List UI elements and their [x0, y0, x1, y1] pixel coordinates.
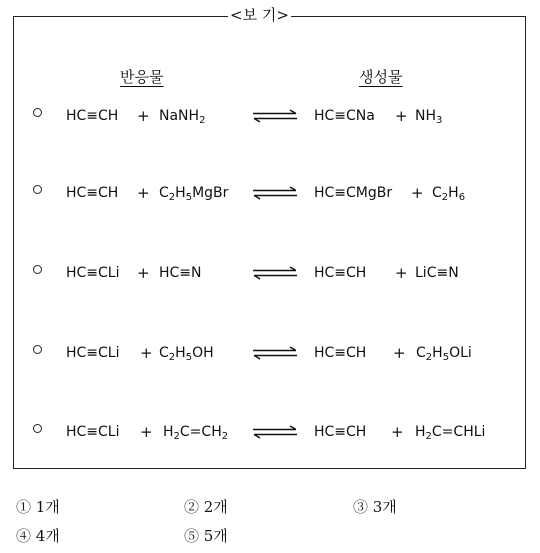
reactant-1: HC≡CH [66, 185, 119, 201]
reactant-2: $C_2H_5OH$ [159, 345, 214, 363]
product-1: HC≡CH [314, 345, 367, 361]
product-2: LiC≡N [415, 265, 459, 281]
reactant-1: HC≡CH [66, 108, 119, 124]
reactant-2: HC≡N [159, 265, 202, 281]
choice-1[interactable]: ① 1개 [16, 498, 60, 516]
header-reactants: 반응물 [120, 68, 164, 86]
product-2: $C_2H_5OLi$ [416, 345, 472, 363]
product-1: HC≡CNa [314, 108, 375, 124]
box-title: <보 기> [230, 6, 289, 24]
reactant-2: $C_2H_5MgBr$ [159, 185, 229, 203]
reactant-2: $H_2C=CH_2$ [163, 424, 229, 442]
plus-sign: + [395, 107, 408, 125]
product-1: HC≡CMgBr [314, 185, 393, 201]
plus-sign: + [411, 184, 424, 202]
product-1: HC≡CH [314, 265, 367, 281]
circle-bullet-icon [33, 424, 42, 433]
equilibrium-arrow-icon [252, 346, 298, 360]
plus-sign: + [395, 264, 408, 282]
header-products: 생성물 [359, 68, 403, 86]
choice-2[interactable]: ② 2개 [184, 498, 228, 516]
equilibrium-arrow-icon [252, 425, 298, 439]
plus-sign: + [140, 423, 153, 441]
plus-sign: + [140, 344, 153, 362]
plus-sign: + [137, 107, 150, 125]
reaction-row [0, 342, 540, 364]
product-2: $C_2H_6$ [432, 185, 466, 203]
product-2: $NH_3$ [415, 108, 443, 126]
equilibrium-arrow-icon [252, 109, 298, 123]
circle-bullet-icon [33, 108, 42, 117]
product-1: HC≡CH [314, 424, 367, 440]
equilibrium-arrow-icon [252, 186, 298, 200]
example-box [13, 16, 526, 469]
circle-bullet-icon [33, 345, 42, 354]
circle-bullet-icon [33, 265, 42, 274]
plus-sign: + [137, 264, 150, 282]
reaction-row [0, 182, 540, 204]
reactant-1: HC≡CLi [66, 424, 120, 440]
reaction-row [0, 421, 540, 443]
reactant-2: NaNH$_2$ [159, 108, 206, 126]
product-2: $H_2C=CHLi$ [415, 424, 486, 442]
choice-4[interactable]: ④ 4개 [16, 527, 60, 545]
reactant-1: HC≡CLi [66, 265, 120, 281]
plus-sign: + [137, 184, 150, 202]
choice-5[interactable]: ⑤ 5개 [184, 527, 228, 545]
plus-sign: + [393, 344, 406, 362]
reaction-row [0, 262, 540, 284]
plus-sign: + [391, 423, 404, 441]
equilibrium-arrow-icon [252, 266, 298, 280]
reaction-row [0, 105, 540, 127]
choice-3[interactable]: ③ 3개 [353, 498, 397, 516]
reactant-1: HC≡CLi [66, 345, 120, 361]
circle-bullet-icon [33, 185, 42, 194]
